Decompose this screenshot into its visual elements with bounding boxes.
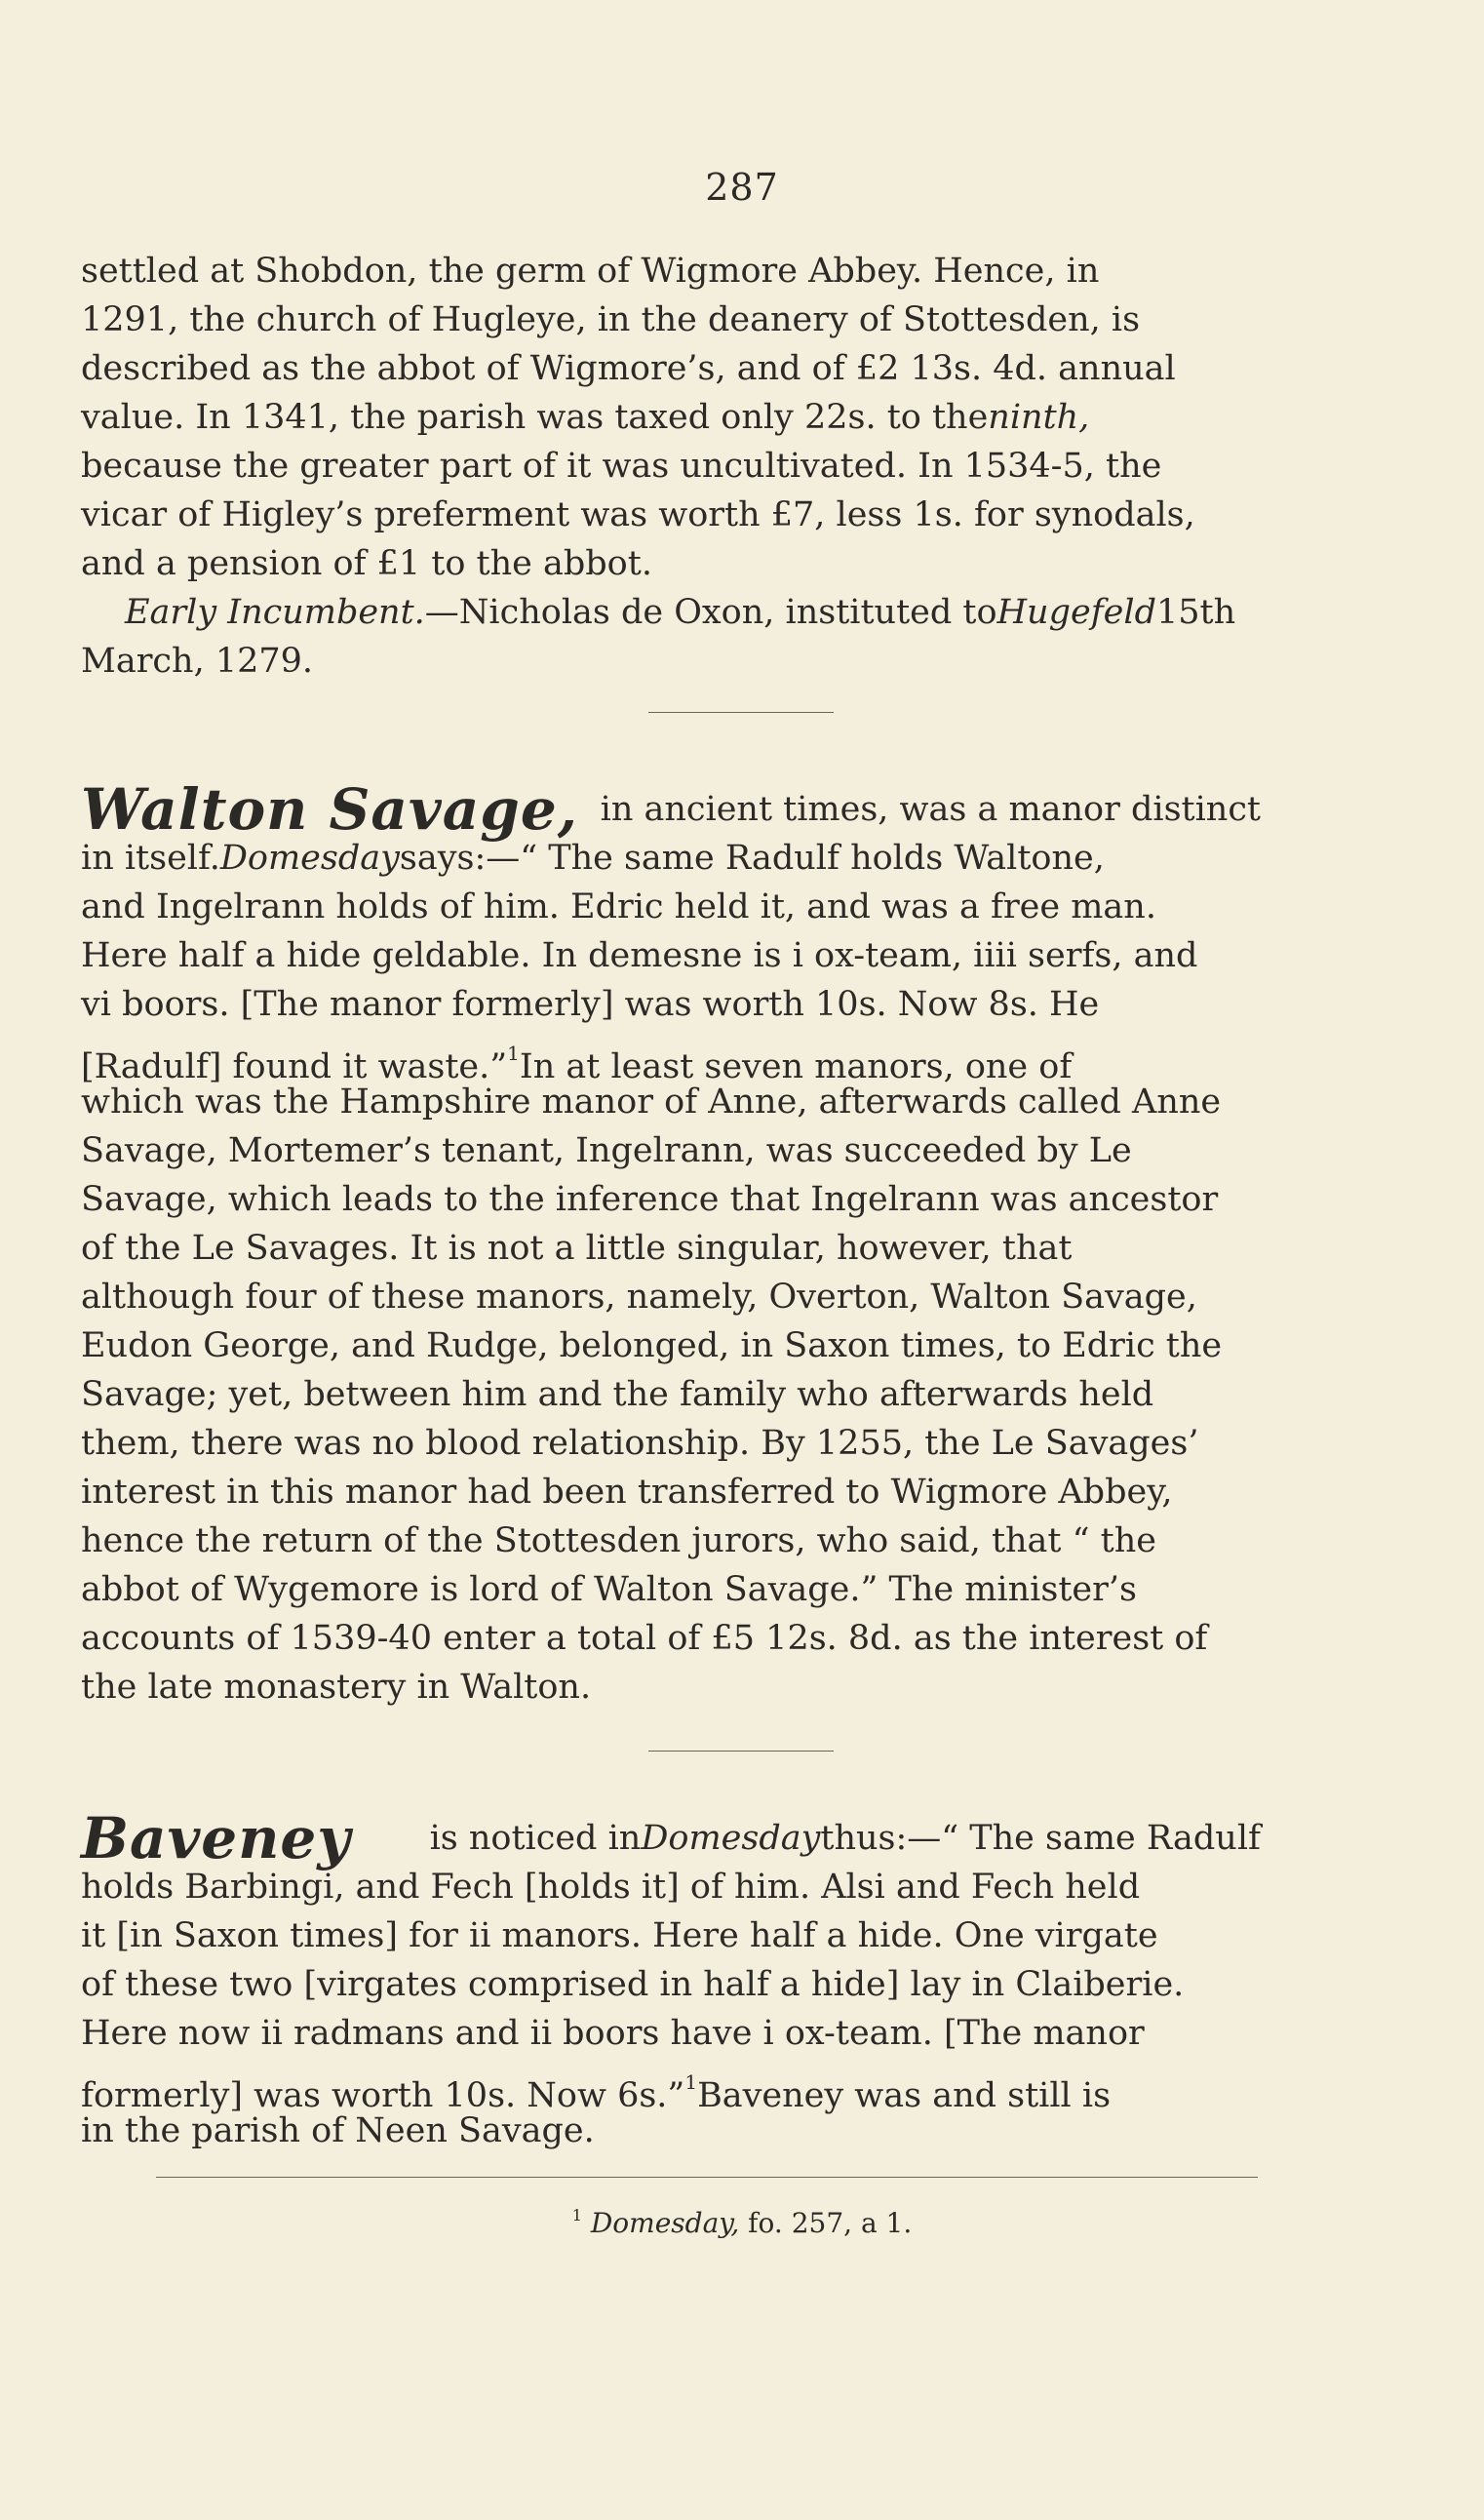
section-heading: Baveney (81, 1805, 351, 1871)
text: Savage, Mortemer’s tenant, Ingelrann, was succeeded by Le (81, 1131, 1132, 1170)
text: 15th (1155, 593, 1236, 632)
text-line (81, 1565, 1261, 1614)
text-line (81, 834, 1261, 883)
text: Here now ii radmans and ii boors have i ox-team. [The manor (81, 2014, 1145, 2053)
text-line (81, 491, 1261, 539)
text: vi boors. [The manor formerly] was worth 10s. Now 8s. He (81, 985, 1100, 1024)
text-line (81, 344, 1261, 393)
text-line (81, 883, 1261, 931)
text-line (81, 1321, 1261, 1370)
text: Baveney was and still is (697, 2076, 1112, 2115)
text-line (81, 393, 1261, 442)
text-line (81, 1029, 1261, 1086)
text-line (81, 931, 1261, 980)
text: formerly] was worth 10s. Now 6s.” (81, 2076, 685, 2115)
text: Here half a hide geldable. In demesne is i ox-team, iiii serfs, and (81, 936, 1198, 975)
text-line (81, 295, 1261, 344)
text: it [in Saxon times] for ii manors. Here half a hide. One virgate (81, 1916, 1158, 1955)
text-line (81, 1468, 1261, 1516)
footnote-mark: 1 (571, 2206, 582, 2225)
incumbent-label: Early Incumbent. (125, 593, 425, 632)
footnote-marker[interactable]: 1 (507, 1042, 520, 1065)
paragraph-church (81, 247, 1261, 686)
text: in the parish of Neen Savage. (81, 2111, 595, 2150)
text: [Radulf] found it waste.” (81, 1047, 508, 1086)
text: in ancient times, was a manor distinct (600, 790, 1261, 829)
section-heading: Walton Savage, (81, 776, 578, 843)
text: in itself. (81, 839, 220, 878)
text-italic: Hugefeld (996, 593, 1156, 632)
text-line (81, 2058, 1261, 2115)
text: accounts of 1539-40 enter a total of £5 12s. 8d. as the interest of (81, 1619, 1208, 1658)
text-line (81, 539, 1261, 588)
text: which was the Hampshire manor of Anne, afterwards called Anne (81, 1083, 1222, 1122)
text-line (81, 2009, 1261, 2058)
text-line (81, 1126, 1261, 1175)
text-line (81, 442, 1261, 491)
section-divider (648, 1751, 834, 1752)
text: thus:—“ The same Radulf (820, 1819, 1261, 1858)
paragraph-baveney (81, 1804, 1261, 2155)
text: the late monastery in Walton. (81, 1668, 592, 1707)
text: —Nicholas de Oxon, instituted to (424, 593, 997, 632)
text: although four of these manors, namely, Overton, Walton Savage, (81, 1278, 1197, 1317)
text: 1291, the church of Hugleye, in the deanery of Stottesden, is (81, 300, 1141, 339)
text-line (81, 1663, 1261, 1712)
text: of these two [virgates comprised in half a hide] lay in Claiberie. (81, 1965, 1185, 2004)
footnote-ref: fo. 257, a 1. (739, 2207, 913, 2239)
text: value. In 1341, the parish was taxed only 22s. to the (81, 398, 989, 437)
text-line (81, 775, 1261, 843)
section-divider (648, 712, 834, 713)
text: hence the return of the Stottesden jurors, who said, that “ the (81, 1521, 1156, 1560)
text: In at least seven manors, one of (519, 1047, 1073, 1086)
text: Savage; yet, between him and the family who afterwards held (81, 1375, 1154, 1414)
text-line (81, 1863, 1261, 1911)
text: and a pension of £1 to the abbot. (81, 544, 652, 583)
text-line (81, 247, 1261, 295)
text: March, 1279. (81, 642, 314, 681)
text-italic: ninth, (988, 398, 1090, 437)
footnote-rule (156, 2177, 1258, 2178)
text-line (81, 1804, 1261, 1871)
text: is noticed in (429, 1819, 642, 1858)
text-italic: Domesday (219, 839, 400, 878)
text-line (81, 637, 1261, 686)
text: abbot of Wygemore is lord of Walton Savage.” The minister’s (81, 1570, 1137, 1609)
text-line (81, 1224, 1261, 1273)
footnote-source: Domesday, (590, 2207, 740, 2239)
text-line (81, 1911, 1261, 1960)
text-line (81, 1419, 1261, 1468)
text-line (81, 1370, 1261, 1419)
text: because the greater part of it was uncultivated. In 1534-5, the (81, 447, 1162, 486)
footnote (0, 2206, 1484, 2239)
text: holds Barbingi, and Fech [holds it] of him. Alsi and Fech held (81, 1868, 1141, 1907)
text-line (81, 980, 1261, 1029)
text: Savage, which leads to the inference that Ingelrann was ancestor (81, 1180, 1219, 1219)
text: and Ingelrann holds of him. Edric held it, and was a free man. (81, 887, 1156, 926)
text-line (81, 1273, 1261, 1321)
paragraph-walton-savage (81, 775, 1261, 1712)
footnote-marker[interactable]: 1 (684, 2070, 698, 2094)
text: says:—“ The same Radulf holds Waltone, (399, 839, 1105, 878)
text: of the Le Savages. It is not a little singular, however, that (81, 1229, 1073, 1268)
text-line (81, 1960, 1261, 2009)
page-number: 287 (705, 166, 779, 209)
text: them, there was no blood relationship. By 1255, the Le Savages’ (81, 1424, 1199, 1463)
text-line (81, 1175, 1261, 1224)
incumbent-line (81, 588, 1261, 637)
text-line (81, 1516, 1261, 1565)
text: Eudon George, and Rudge, belonged, in Saxon times, to Edric the (81, 1326, 1223, 1365)
text-italic: Domesday (641, 1819, 821, 1858)
text: described as the abbot of Wigmore’s, and of £2 13s. 4d. annual (81, 349, 1176, 388)
text: vicar of Higley’s preferment was worth £7, less 1s. for synodals, (81, 495, 1195, 534)
text: settled at Shobdon, the germ of Wigmore Abbey. Hence, in (81, 252, 1100, 291)
text-line (81, 1078, 1261, 1126)
text-line (81, 1614, 1261, 1663)
text: interest in this manor had been transferred to Wigmore Abbey, (81, 1473, 1173, 1512)
